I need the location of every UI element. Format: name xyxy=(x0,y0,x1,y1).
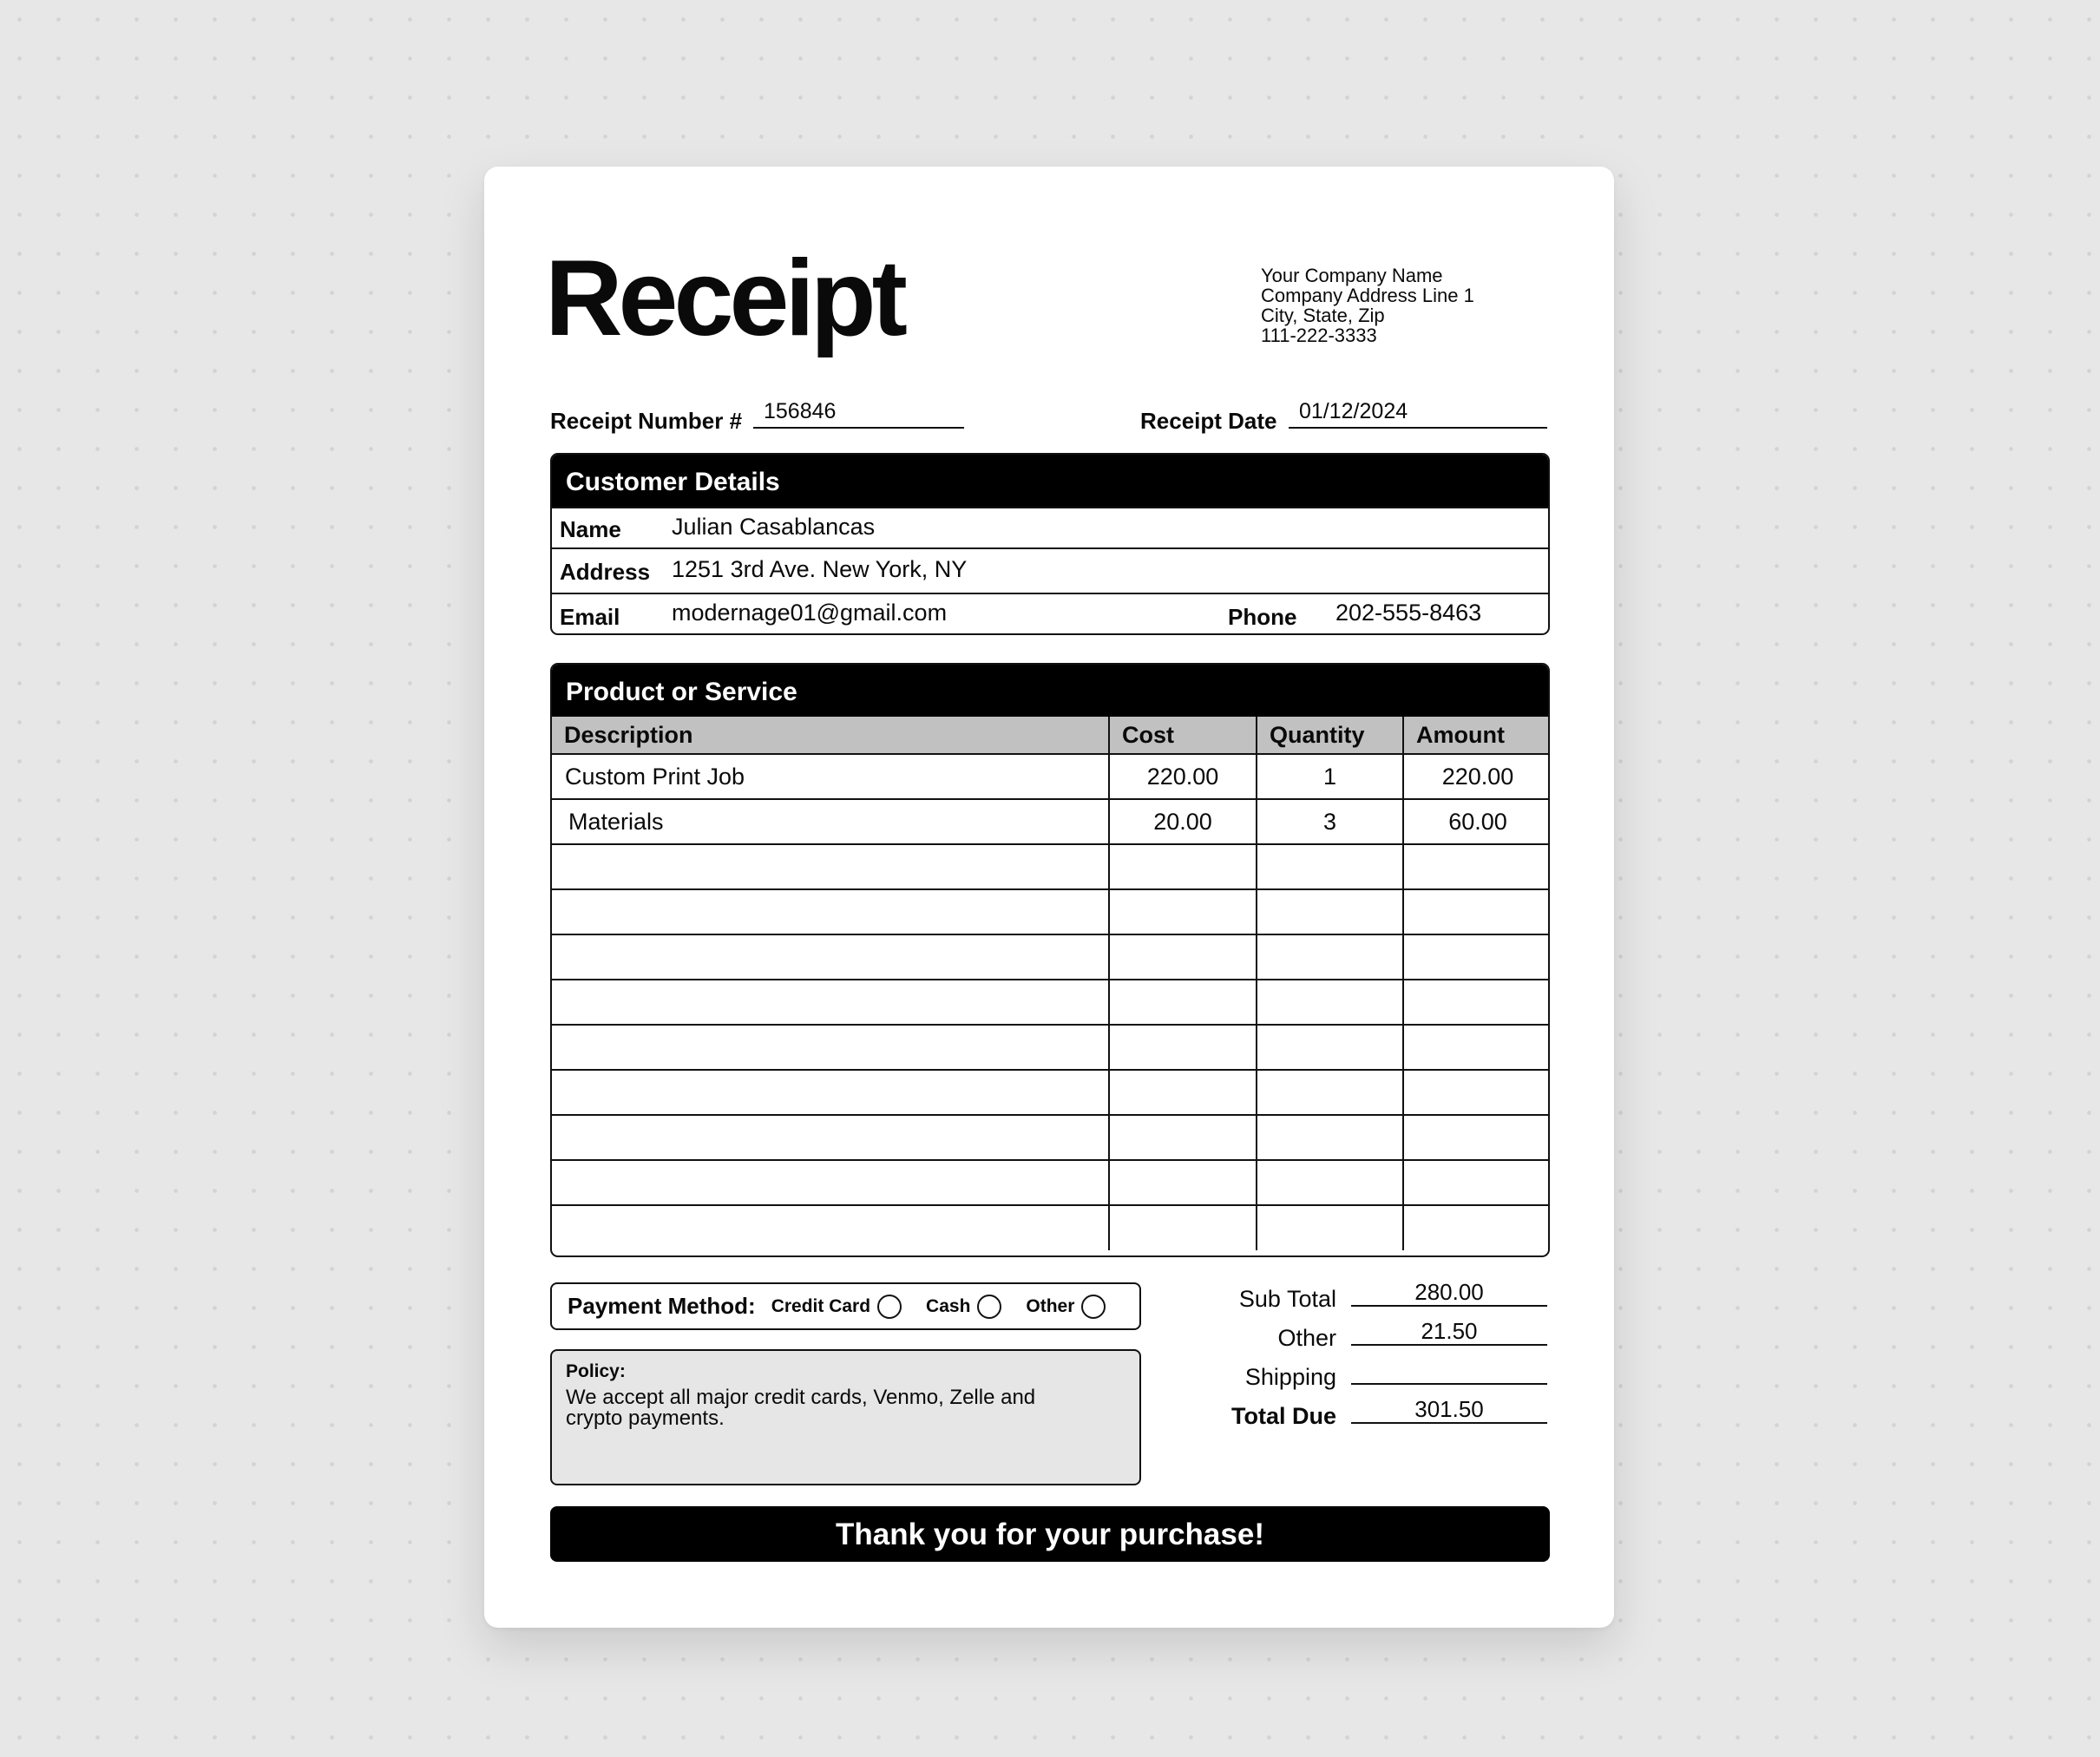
customer-email-row xyxy=(552,593,1548,635)
product-service-heading: Product or Service xyxy=(552,665,1548,717)
empty-cell[interactable] xyxy=(1403,889,1550,934)
empty-cell[interactable] xyxy=(1403,1025,1550,1070)
company-address: Company Address Line 1 xyxy=(1261,285,1474,306)
other-charges-label: Other xyxy=(1277,1325,1336,1351)
empty-cell[interactable] xyxy=(1109,1025,1257,1070)
customer-name-row xyxy=(552,507,1548,547)
receipt-number-label: Receipt Number # xyxy=(550,408,743,434)
empty-cell[interactable] xyxy=(1403,1160,1550,1205)
subtotal-label: Sub Total xyxy=(1238,1286,1336,1312)
receipt-number-field[interactable]: 156846 xyxy=(753,399,964,429)
product-service-card xyxy=(550,663,1550,1257)
empty-cell[interactable] xyxy=(1109,980,1257,1025)
empty-cell[interactable] xyxy=(1403,1205,1550,1250)
credit-card-label: Credit Card xyxy=(771,1295,871,1316)
payment-option-credit-card[interactable] xyxy=(771,1295,902,1319)
customer-details-heading: Customer Details xyxy=(552,455,1548,507)
email-label: Email xyxy=(560,604,620,630)
cash-label: Cash xyxy=(926,1295,971,1316)
column-header-cost: Cost xyxy=(1109,717,1257,754)
payment-method-box xyxy=(550,1282,1141,1330)
empty-cell[interactable] xyxy=(1109,1070,1257,1115)
row-quantity[interactable]: 1 xyxy=(1257,754,1403,799)
row-cost[interactable]: 20.00 xyxy=(1109,799,1257,844)
empty-cell[interactable] xyxy=(1257,1025,1403,1070)
empty-cell[interactable] xyxy=(552,844,1109,889)
empty-cell[interactable] xyxy=(552,889,1109,934)
empty-cell[interactable] xyxy=(1257,844,1403,889)
empty-cell[interactable] xyxy=(552,1115,1109,1160)
column-header-quantity: Quantity xyxy=(1257,717,1403,754)
receipt-date-label: Receipt Date xyxy=(1140,408,1277,434)
company-info xyxy=(1261,266,1474,345)
company-name: Your Company Name xyxy=(1261,265,1443,286)
credit-card-radio[interactable] xyxy=(877,1295,902,1319)
empty-cell[interactable] xyxy=(1257,1160,1403,1205)
empty-cell[interactable] xyxy=(552,1160,1109,1205)
payment-option-other[interactable] xyxy=(1026,1295,1106,1319)
company-phone: 111-222-3333 xyxy=(1261,325,1377,346)
empty-row xyxy=(552,1070,1550,1115)
empty-row xyxy=(552,980,1550,1025)
customer-phone-value[interactable]: 202-555-8463 xyxy=(1335,600,1482,626)
column-header-amount: Amount xyxy=(1403,717,1550,754)
cash-radio[interactable] xyxy=(977,1295,1001,1319)
empty-row xyxy=(552,1025,1550,1070)
empty-cell[interactable] xyxy=(1257,889,1403,934)
receipt-date-field[interactable]: 01/12/2024 xyxy=(1289,399,1547,429)
empty-cell[interactable] xyxy=(552,1070,1109,1115)
empty-cell[interactable] xyxy=(1403,844,1550,889)
shipping-value[interactable] xyxy=(1351,1359,1547,1385)
empty-cell[interactable] xyxy=(1403,934,1550,980)
row-amount[interactable]: 220.00 xyxy=(1403,754,1550,799)
empty-cell[interactable] xyxy=(1109,889,1257,934)
customer-address-row xyxy=(552,547,1548,593)
policy-text: We accept all major credit cards, Venmo, Zelle and crypto payments. xyxy=(566,1386,1036,1430)
empty-cell[interactable] xyxy=(1257,980,1403,1025)
customer-address-value[interactable]: 1251 3rd Ave. New York, NY xyxy=(672,556,968,582)
empty-row xyxy=(552,1115,1550,1160)
empty-cell[interactable] xyxy=(1403,1070,1550,1115)
table-header-row xyxy=(552,717,1550,754)
subtotal-value[interactable]: 280.00 xyxy=(1351,1281,1547,1307)
thank-you-banner: Thank you for your purchase! xyxy=(550,1506,1550,1562)
total-due-value[interactable]: 301.50 xyxy=(1351,1398,1547,1424)
totals-labels xyxy=(1180,1284,1336,1440)
empty-cell[interactable] xyxy=(1403,980,1550,1025)
empty-cell[interactable] xyxy=(1403,1115,1550,1160)
empty-cell[interactable] xyxy=(1109,1205,1257,1250)
empty-cell[interactable] xyxy=(1257,934,1403,980)
row-cost[interactable]: 220.00 xyxy=(1109,754,1257,799)
other-charges-value[interactable]: 21.50 xyxy=(1351,1320,1547,1346)
empty-row xyxy=(552,1160,1550,1205)
customer-details-card xyxy=(550,453,1550,635)
shipping-label: Shipping xyxy=(1244,1364,1336,1390)
other-label: Other xyxy=(1026,1295,1075,1316)
total-due-label: Total Due xyxy=(1231,1403,1336,1429)
row-description[interactable]: Materials xyxy=(552,799,1109,844)
phone-label: Phone xyxy=(1228,604,1297,630)
empty-cell[interactable] xyxy=(1257,1205,1403,1250)
policy-label: Policy: xyxy=(566,1361,626,1381)
empty-row xyxy=(552,844,1550,889)
row-description[interactable]: Custom Print Job xyxy=(552,754,1109,799)
empty-cell[interactable] xyxy=(552,1025,1109,1070)
address-label: Address xyxy=(560,559,651,585)
column-header-description: Description xyxy=(552,717,1109,754)
other-radio[interactable] xyxy=(1081,1295,1106,1319)
empty-cell[interactable] xyxy=(552,1205,1109,1250)
table-row xyxy=(552,799,1550,844)
empty-cell[interactable] xyxy=(1109,1115,1257,1160)
product-table xyxy=(552,717,1550,1250)
row-quantity[interactable]: 3 xyxy=(1257,799,1403,844)
empty-row xyxy=(552,889,1550,934)
empty-cell[interactable] xyxy=(552,934,1109,980)
empty-row xyxy=(552,934,1550,980)
customer-email-value[interactable]: modernage01@gmail.com xyxy=(672,600,948,626)
empty-cell[interactable] xyxy=(1109,934,1257,980)
payment-option-cash[interactable] xyxy=(926,1295,1001,1319)
empty-cell[interactable] xyxy=(552,980,1109,1025)
table-row xyxy=(552,754,1550,799)
row-amount[interactable]: 60.00 xyxy=(1403,799,1550,844)
empty-cell[interactable] xyxy=(1257,1115,1403,1160)
page-title: Receipt xyxy=(545,239,903,358)
empty-cell[interactable] xyxy=(1109,844,1257,889)
empty-cell[interactable] xyxy=(1109,1160,1257,1205)
payment-method-label: Payment Method: xyxy=(568,1293,756,1319)
empty-cell[interactable] xyxy=(1257,1070,1403,1115)
name-label: Name xyxy=(560,516,621,542)
company-city: City, State, Zip xyxy=(1261,305,1385,326)
customer-name-value[interactable]: Julian Casablancas xyxy=(672,514,876,540)
empty-row xyxy=(552,1205,1550,1250)
policy-box xyxy=(550,1349,1141,1485)
